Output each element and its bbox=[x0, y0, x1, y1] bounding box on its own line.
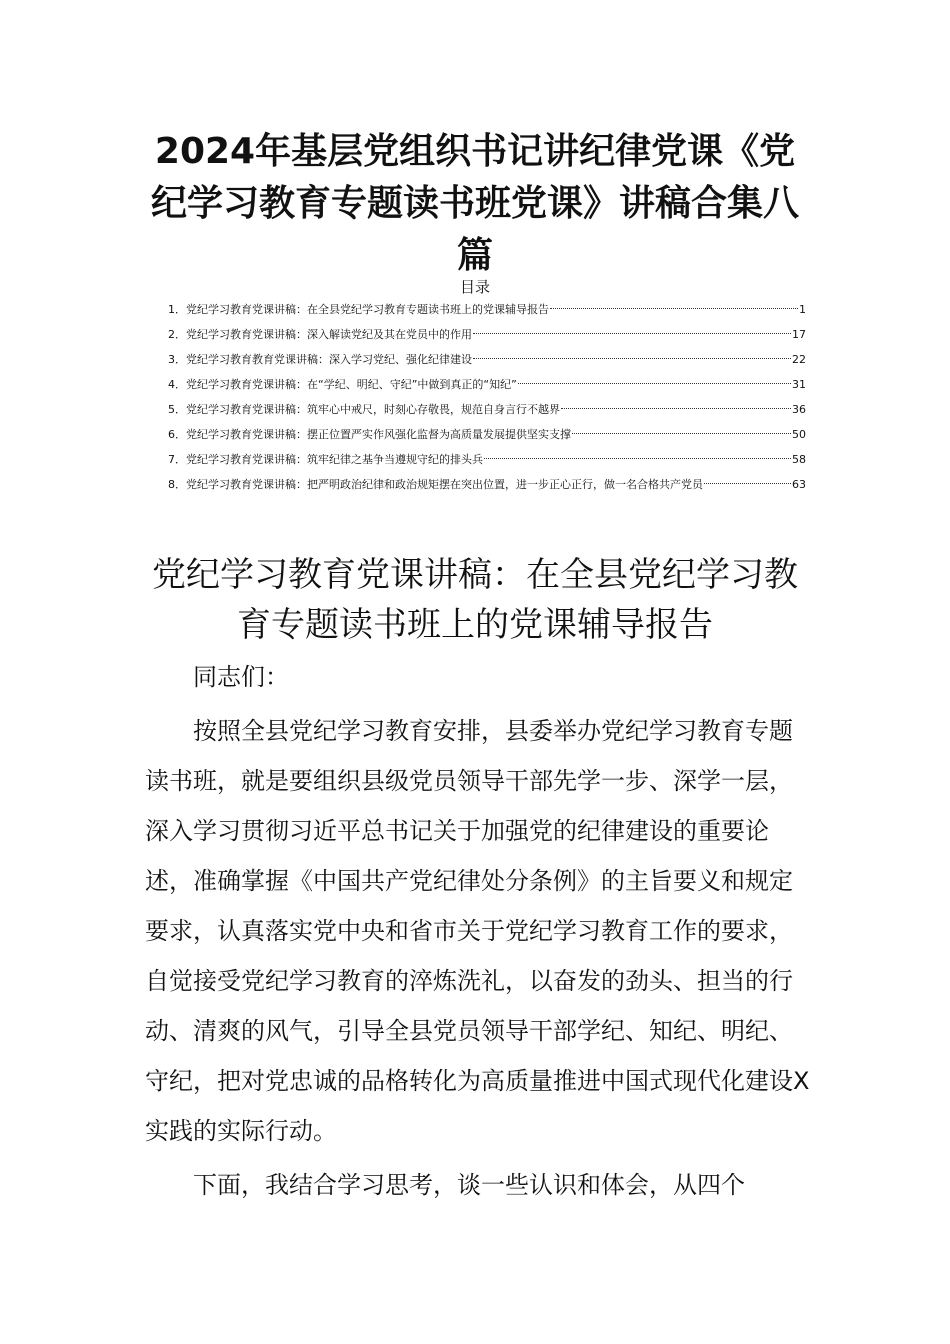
toc-entry-number: 7． bbox=[168, 453, 186, 466]
toc-heading: 目录 bbox=[459, 278, 490, 296]
toc-entry-number: 2． bbox=[168, 328, 186, 341]
toc-entry-number: 8． bbox=[168, 478, 186, 491]
toc-entry-page: 63 bbox=[792, 478, 806, 491]
toc-entry-page: 22 bbox=[792, 353, 806, 366]
toc-entry-1[interactable] bbox=[168, 300, 806, 325]
toc-dot-leader bbox=[561, 407, 791, 409]
section-title: 党纪学习教育党课讲稿：在全县党纪学习教育专题读书班上的党课辅导报告 bbox=[152, 555, 798, 645]
toc-dot-leader bbox=[473, 332, 791, 334]
toc-dot-leader bbox=[550, 307, 798, 309]
body-paragraph: 按照全县党纪学习教育安排，县委举办党纪学习教育专题读书班，就是要组织县级党员领导干部先学一步、深学一层，深入学习贯彻习近平总书记关于加强党的纪律建设的重要论述，准确掌握《中国共产党纪律处分条例》的主旨要义和规定要求，认真落实党中央和省市关于党纪学习教育工作的要求，自觉接受党纪学习教育的淬炼洗礼，以奋发的劲头、担当的行动、清爽的风气，引导全县党员领导干部学纪、知纪、明纪、守纪，把对党忠诚的品格转化为高质量推进中国式现代化建设X实践的实际行动。 bbox=[145, 717, 810, 1145]
toc-entry-text: 党纪学习教育教育党课讲稿：深入学习党纪、强化纪律建设 bbox=[186, 353, 472, 366]
toc-entry-page: 50 bbox=[792, 428, 806, 441]
table-of-contents bbox=[168, 300, 806, 500]
toc-entry-2[interactable] bbox=[168, 325, 806, 350]
salutation: 同志们： bbox=[193, 663, 289, 691]
section-body bbox=[145, 652, 813, 1210]
toc-dot-leader bbox=[572, 432, 791, 434]
toc-entry-4[interactable] bbox=[168, 375, 806, 400]
toc-entry-text: 党纪学习教育党课讲稿：筑牢纪律之基争当遵规守纪的排头兵 bbox=[186, 453, 483, 466]
toc-entry-8[interactable] bbox=[168, 475, 806, 500]
toc-entry-number: 1． bbox=[168, 303, 186, 316]
toc-entry-6[interactable] bbox=[168, 425, 806, 450]
toc-dot-leader bbox=[518, 382, 791, 384]
toc-entry-3[interactable] bbox=[168, 350, 806, 375]
toc-entry-number: 5． bbox=[168, 403, 186, 416]
toc-entry-number: 4． bbox=[168, 378, 186, 391]
toc-entry-number: 3． bbox=[168, 353, 186, 366]
body-paragraph: 下面，我结合学习思考，谈一些认识和体会，从四个 bbox=[193, 1171, 745, 1199]
toc-entry-page: 58 bbox=[792, 453, 806, 466]
toc-entry-5[interactable] bbox=[168, 400, 806, 425]
document-title: 2024年基层党组织书记讲纪律党课《党纪学习教育专题读书班党课》讲稿合集八篇 bbox=[150, 131, 799, 276]
toc-entry-text: 党纪学习教育党课讲稿：把严明政治纪律和政治规矩摆在突出位置，进一步正心正行，做一名合格共产党员 bbox=[186, 478, 703, 491]
toc-dot-leader bbox=[484, 457, 791, 459]
toc-entry-text: 党纪学习教育党课讲稿：摆正位置严实作风强化监督为高质量发展提供坚实支撑 bbox=[186, 428, 571, 441]
toc-entry-page: 36 bbox=[792, 403, 806, 416]
toc-dot-leader bbox=[704, 482, 791, 484]
toc-entry-text: 党纪学习教育党课讲稿：在全县党纪学习教育专题读书班上的党课辅导报告 bbox=[186, 303, 549, 316]
toc-entry-text: 党纪学习教育党课讲稿：筑牢心中戒尺，时刻心存敬畏，规范自身言行不越界 bbox=[186, 403, 560, 416]
toc-entry-page: 17 bbox=[792, 328, 806, 341]
toc-entry-text: 党纪学习教育党课讲稿：在“学纪、明纪、守纪”中做到真正的“知纪” bbox=[186, 378, 517, 391]
toc-entry-text: 党纪学习教育党课讲稿：深入解读党纪及其在党员中的作用 bbox=[186, 328, 472, 341]
toc-entry-7[interactable] bbox=[168, 450, 806, 475]
toc-entry-page: 31 bbox=[792, 378, 806, 391]
toc-entry-number: 6． bbox=[168, 428, 186, 441]
toc-entry-page: 1 bbox=[799, 303, 806, 316]
toc-dot-leader bbox=[473, 357, 791, 359]
